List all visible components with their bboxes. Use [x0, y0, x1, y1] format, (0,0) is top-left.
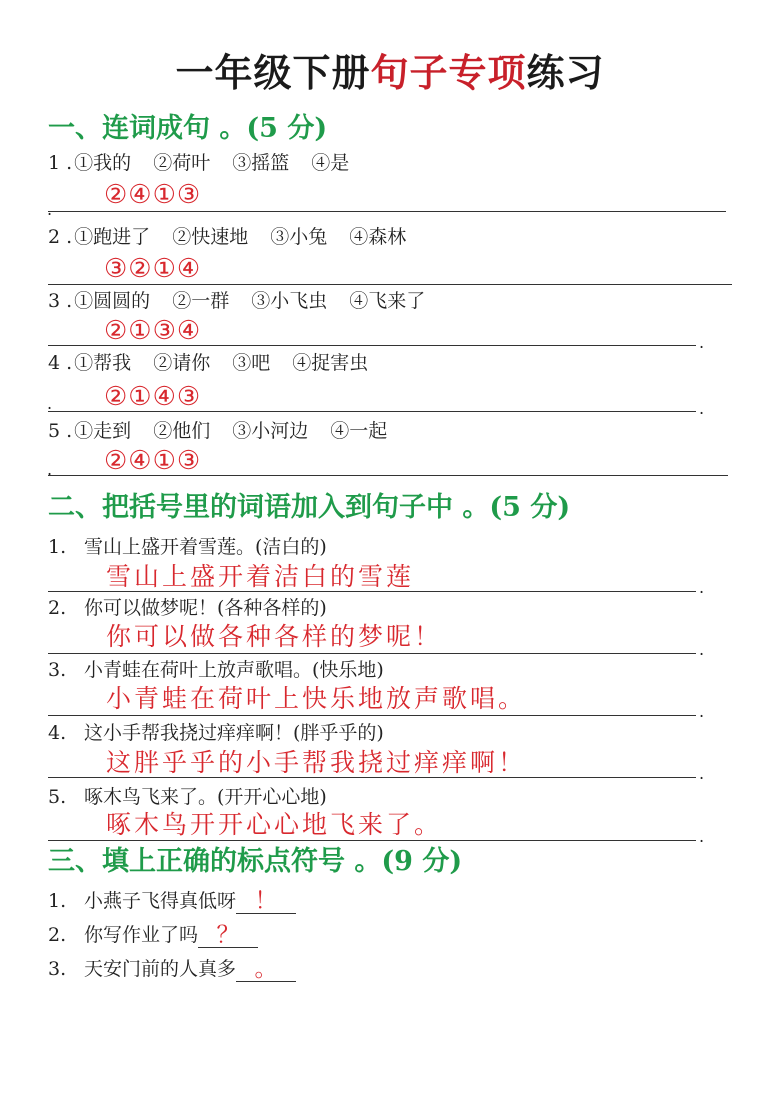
- s2-q4-period: .: [699, 764, 705, 783]
- page-title: 一年级下册句子专项练习: [175, 50, 605, 95]
- s2-q3-answer-line: [48, 715, 696, 716]
- s2-q1: 1. 雪山上盛开着雪莲。(洁白的): [48, 536, 327, 558]
- s2-q1-answer-line: [48, 591, 696, 592]
- s1-q3-period: .: [699, 333, 705, 352]
- section1-heading: 一、连词成句 。(5 分): [48, 113, 328, 144]
- s1-q2-answer-line: [48, 284, 732, 285]
- s1-q3: 3 . ①圆圆的 ②一群 ③小飞虫 ④飞来了: [48, 290, 426, 312]
- s3-q2: 2. 你写作业了吗 ？: [48, 922, 258, 948]
- section3-heading: 三、填上正确的标点符号 。(9 分): [48, 846, 463, 877]
- s1-q1-lead-dot: .: [47, 200, 53, 219]
- s3-q3-blank[interactable]: 。: [236, 957, 296, 982]
- s2-q4: 4. 这小手帮我挠过痒痒啊！(胖乎乎的): [48, 722, 384, 744]
- s2-q4-answer: 这胖乎乎的小手帮我挠过痒痒啊！: [106, 748, 527, 777]
- s2-q3-answer: 小青蛙在荷叶上快乐地放声歌唱。: [106, 684, 527, 713]
- s1-q2-answer: ③②①④: [104, 254, 202, 284]
- s2-q2: 2. 你可以做梦呢！(各种各样的): [48, 597, 327, 619]
- s2-q5-period: .: [699, 827, 705, 846]
- section2-heading: 二、把括号里的词语加入到句子中 。(5 分): [48, 492, 571, 523]
- s2-q4-answer-line: [48, 777, 696, 778]
- s2-q5-answer: 啄木鸟开开心心地飞来了。: [106, 810, 443, 839]
- s2-q1-answer: 雪山上盛开着洁白的雪莲: [106, 562, 415, 591]
- s1-q2: 2 . ①跑进了 ②快速地 ③小兔 ④森林: [48, 226, 407, 248]
- s2-q2-answer-line: [48, 653, 696, 654]
- s2-q2-period: .: [699, 640, 705, 659]
- s3-q1-blank[interactable]: ！: [236, 889, 296, 914]
- s1-q5: 5 . ①走到 ②他们 ③小河边 ④一起: [48, 420, 388, 442]
- s1-q5-lead-dot: .: [47, 460, 53, 479]
- s2-q5: 5. 啄木鸟飞来了。(开开心心地): [48, 786, 327, 808]
- s1-q1-answer: ②④①③: [104, 180, 202, 210]
- s1-q4-period: .: [699, 399, 705, 418]
- s1-q1: 1 . ①我的 ②荷叶 ③摇篮 ④是: [48, 152, 350, 174]
- s1-q3-answer-line: [48, 345, 696, 346]
- s1-q4-answer-line: [48, 411, 696, 412]
- s1-q3-answer: ②①③④: [104, 316, 202, 346]
- s2-q2-answer: 你可以做各种各样的梦呢！: [106, 622, 443, 651]
- s2-q3: 3. 小青蛙在荷叶上放声歌唱。(快乐地): [48, 659, 384, 681]
- s1-q5-answer: ②④①③: [104, 446, 202, 476]
- s1-q4-answer: ②①④③: [104, 382, 202, 412]
- s1-q5-answer-line: [48, 475, 728, 476]
- s1-q4-lead-dot: .: [47, 394, 53, 413]
- s2-q1-period: .: [699, 578, 705, 597]
- s2-q3-period: .: [699, 702, 705, 721]
- s3-q2-blank[interactable]: ？: [198, 923, 258, 948]
- s1-q4: 4 . ①帮我 ②请你 ③吧 ④捉害虫: [48, 352, 369, 374]
- s1-q1-answer-line: [48, 211, 726, 212]
- s3-q3: 3. 天安门前的人真多 。: [48, 956, 296, 982]
- s2-q5-answer-line: [48, 840, 696, 841]
- s3-q1: 1. 小燕子飞得真低呀 ！: [48, 888, 296, 914]
